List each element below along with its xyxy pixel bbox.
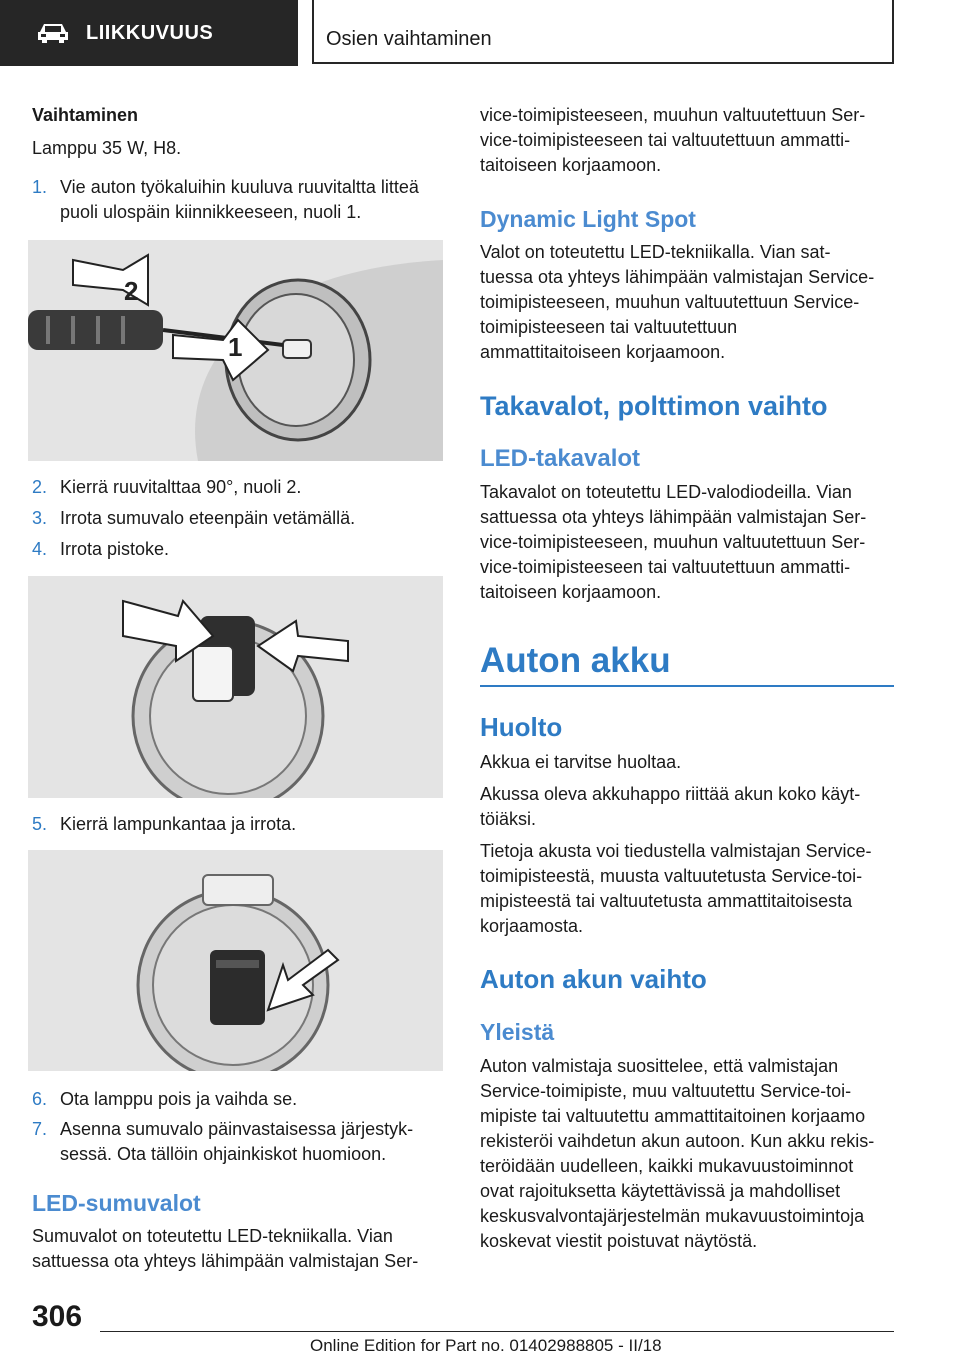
header-topic-box — [312, 0, 894, 64]
service-text-3a: Tietoja akusta voi tiedustella valmistajan Service- — [480, 841, 872, 861]
edition-text: Online Edition for Part no. 01402988805 - II/18 — [310, 1336, 662, 1355]
step-number: 4. — [32, 539, 48, 559]
service-text-2a: Akussa oleva akkuhappo riittää akun koko käyt- — [480, 784, 861, 804]
heading-battery-replacement: Auton akun vaihto — [480, 964, 707, 994]
step-text: sessä. Ota tällöin ohjainkiskot huomioon. — [60, 1144, 387, 1164]
step-3 — [32, 506, 452, 531]
heading-underline — [480, 685, 894, 687]
figure-bulb-socket — [28, 850, 443, 1071]
step-2 — [32, 475, 452, 500]
step-number: 5. — [32, 814, 48, 834]
header-section-tab — [0, 0, 298, 66]
dls-text-4: toimipisteeseen tai valtuutettuun — [480, 317, 738, 337]
service-text-2b: töiäksi. — [480, 809, 537, 829]
dls-text-1: Valot on toteutettu LED-tekniikalla. Vian sat- — [480, 242, 831, 262]
page-number: 306 — [32, 1300, 83, 1333]
heading-dynamic-light-spot: Dynamic Light Spot — [480, 206, 696, 232]
dls-text-2: tuessa ota yhteys lähimpään valmistajan Service- — [480, 267, 875, 287]
service-text-3c: mipisteestä tai valtuutetusta ammattitaitoisesta — [480, 891, 853, 911]
step-6 — [32, 1087, 452, 1112]
heading-service: Huolto — [480, 712, 563, 742]
led-fog-text-2: sattuessa ota yhteys lähimpään valmistajan Ser- — [32, 1251, 419, 1271]
cont-text-1: vice-toimipisteeseen, muuhun valtuutettuun Ser- — [480, 105, 866, 125]
general-text-6: ovat rajoituksetta käytettävissä ja mahdolliset — [480, 1181, 841, 1201]
step-number: 2. — [32, 477, 48, 497]
step-number: 6. — [32, 1089, 48, 1109]
general-text-8: koskevat viestit poistuvat näytöstä. — [480, 1231, 758, 1251]
led-tail-text-1: Takavalot on toteutettu LED-valodiodeilla. Vian — [480, 482, 852, 502]
heading-general: Yleistä — [480, 1019, 555, 1045]
figure-plug-removal — [28, 576, 443, 798]
general-text-7: keskusvalvontajärjestelmän mukavuustoimintoja — [480, 1206, 865, 1226]
car-icon — [36, 21, 70, 45]
cont-text-2: vice-toimipisteeseen tai valtuutettuun ammatti- — [480, 130, 851, 150]
footer-divider — [100, 1331, 894, 1332]
arrow-label-1: 1 — [228, 332, 243, 362]
general-text-5: teröidään uudelleen, kaikki mukavuustoiminnot — [480, 1156, 854, 1176]
step-4 — [32, 537, 452, 562]
dls-text-5: ammattitaitoiseen korjaamoon. — [480, 342, 726, 362]
dls-text-3: toimipisteeseen, muuhun valtuutettuun Service- — [480, 292, 860, 312]
cont-text-3: taitoiseen korjaamoon. — [480, 155, 662, 175]
figure-screwdriver — [28, 240, 443, 461]
section-title: LIIKKUVUUS — [86, 21, 214, 44]
step-text: Kierrä lampunkantaa ja irrota. — [60, 814, 297, 834]
subheading-replacement: Vaihtaminen — [32, 105, 139, 125]
step-text: Irrota pistoke. — [60, 539, 170, 559]
arrow-label-2: 2 — [124, 276, 139, 306]
step-text: Irrota sumuvalo eteenpäin vetämällä. — [60, 508, 356, 528]
led-tail-text-2: sattuessa ota yhteys lähimpään valmistajan Ser- — [480, 507, 867, 527]
led-fog-text-1: Sumuvalot on toteutettu LED-tekniikalla. Vian — [32, 1226, 393, 1246]
service-text-1: Akkua ei tarvitse huoltaa. — [480, 752, 682, 772]
step-1 — [32, 175, 452, 225]
step-text: Vie auton työkaluihin kuuluva ruuvitaltta litteä — [60, 177, 419, 197]
topic-title: Osien vaihtaminen — [326, 28, 492, 50]
step-number: 1. — [32, 177, 48, 197]
led-tail-text-4: vice-toimipisteeseen tai valtuutettuun ammatti- — [480, 557, 851, 577]
service-text-3b: toimipisteestä, muusta valtuutetusta Service-toi- — [480, 866, 863, 886]
heading-tail-lights: Takavalot, polttimon vaihto — [480, 391, 828, 421]
step-text: Kierrä ruuvitalttaa 90°, nuoli 2. — [60, 477, 302, 497]
heading-led-fog: LED-sumuvalot — [32, 1190, 201, 1216]
step-text: puoli ulospäin kiinnikkeeseen, nuoli 1. — [60, 202, 362, 222]
step-7 — [32, 1117, 452, 1167]
general-text-1: Auton valmistaja suosittelee, että valmistajan — [480, 1056, 839, 1076]
service-text-3d: korjaamosta. — [480, 916, 584, 936]
step-text: Asenna sumuvalo päinvastaisessa järjestyk- — [60, 1119, 414, 1139]
step-number: 3. — [32, 508, 48, 528]
led-tail-text-3: vice-toimipisteeseen, muuhun valtuutettuun Ser- — [480, 532, 866, 552]
lamp-spec: Lamppu 35 W, H8. — [32, 138, 182, 158]
led-tail-text-5: taitoiseen korjaamoon. — [480, 582, 662, 602]
step-5 — [32, 812, 452, 837]
step-text: Ota lamppu pois ja vaihda se. — [60, 1089, 298, 1109]
general-text-3: mipiste tai valtuutettu ammattitaitoinen korjaamo — [480, 1106, 866, 1126]
heading-led-tail: LED-takavalot — [480, 445, 641, 472]
general-text-2: Service-toimipiste, muu valtuutettu Service-toi- — [480, 1081, 852, 1101]
heading-car-battery: Auton akku — [480, 641, 671, 680]
step-number: 7. — [32, 1119, 48, 1139]
general-text-4: rekisteröi vaihdetun akun autoon. Kun akku rekis- — [480, 1131, 875, 1151]
